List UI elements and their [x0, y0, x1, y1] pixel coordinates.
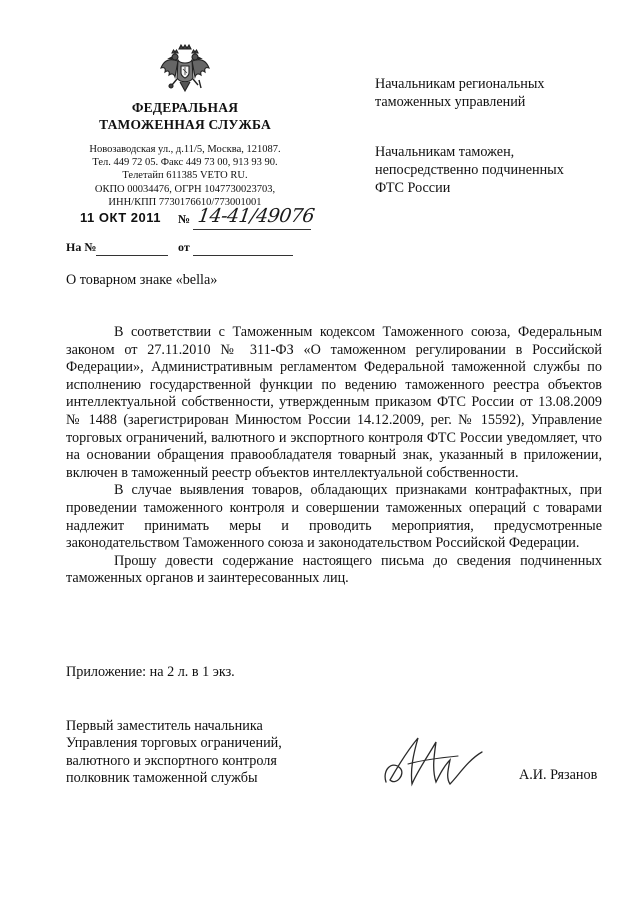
- organization-contacts: [70, 143, 300, 209]
- in-reply-to-label: На №: [66, 240, 97, 254]
- phone-fax-line: Тел. 449 72 05. Факс 449 73 00, 913 93 90.: [92, 157, 278, 169]
- addressee-line: ФТС России: [375, 180, 451, 196]
- organization-name: [70, 99, 300, 133]
- address-line: Новозаводская ул., д.11/5, Москва, 121087.: [89, 144, 281, 155]
- addressee-line: Начальникам региональных: [375, 76, 545, 92]
- addressee-line: непосредственно подчиненных: [375, 162, 564, 178]
- inn-kpp-line: ИНН/КПП 7730176610/773001001: [108, 196, 262, 208]
- signer-position-line: валютного и экспортного контроля: [66, 752, 277, 769]
- signer-position: [66, 718, 326, 788]
- registration-number: 14-41/49076: [196, 205, 316, 227]
- body-paragraph: В соответствии с Таможенным кодексом Таможенного союза, Федеральным законом от 27.11.2010 № 311-ФЗ «О таможенном регулировании в Российской Федерации», Административным регламентом Федеральной таможенной службы по исполнению государственной функции по ведению таможенного реестра объектов интеллектуальной собственности, утвержденным приказом ФТС России от 13.08.2009 № 1488 (зарегистрирован Минюстом России 14.12.2009, рег. № 15592), Управление торговых ограничений, валютного и экспортного контроля ФТС России уведомляет, что на основании обращения правообладателя товарный знак, указанный в приложении, включен в таможенный реестр объектов интеллектуальной собственности.: [66, 324, 602, 481]
- okpo-ogrn-line: ОКПО 00034476, ОГРН 1047730023703,: [94, 183, 276, 195]
- body-paragraph: В случае выявления товаров, обладающих признаками контрафактных, при проведении таможенного контроля и совершении таможенных операций с товарами надлежит принимать меры и проводить мероприятия, предусмотренные законодательством Таможенного союза и законодательством Российской Федерации.: [66, 482, 602, 552]
- letter-subject: О товарном знаке «bella»: [66, 272, 218, 288]
- russian-coat-of-arms-icon: [158, 42, 212, 96]
- letter-body: [66, 324, 602, 588]
- addressee-line: таможенных управлений: [375, 94, 526, 110]
- appendix-note: Приложение: на 2 л. в 1 экз.: [66, 664, 235, 680]
- in-reply-to-blank: [96, 255, 168, 256]
- signer-name: А.И. Рязанов: [519, 767, 598, 783]
- organization-name-line2: ТАМОЖЕННАЯ СЛУЖБА: [99, 117, 271, 132]
- addressee-line: Начальникам таможен,: [375, 144, 515, 160]
- from-date-label: от: [178, 240, 190, 254]
- body-paragraph: Прошу довести содержание настоящего письма до сведения подчиненных таможенных органов и заинтересованных лиц.: [66, 552, 602, 587]
- registration-number-label: №: [178, 212, 191, 226]
- addressee-block-regional: [375, 75, 605, 111]
- from-date-blank: [193, 255, 293, 256]
- signer-position-line: полковник таможенной службы: [66, 770, 258, 787]
- signer-position-line: Управления торговых ограничений,: [66, 735, 282, 752]
- registration-date: 11 ОКТ 2011: [80, 210, 161, 225]
- registration-number-underline: [193, 229, 311, 230]
- signer-position-line: Первый заместитель начальника: [66, 718, 263, 734]
- teletype-line: Телетайп 611385 VETO RU.: [122, 170, 248, 182]
- organization-name-line1: ФЕДЕРАЛЬНАЯ: [131, 100, 239, 115]
- handwritten-signature: [378, 730, 488, 792]
- addressee-block-customs: [375, 143, 605, 197]
